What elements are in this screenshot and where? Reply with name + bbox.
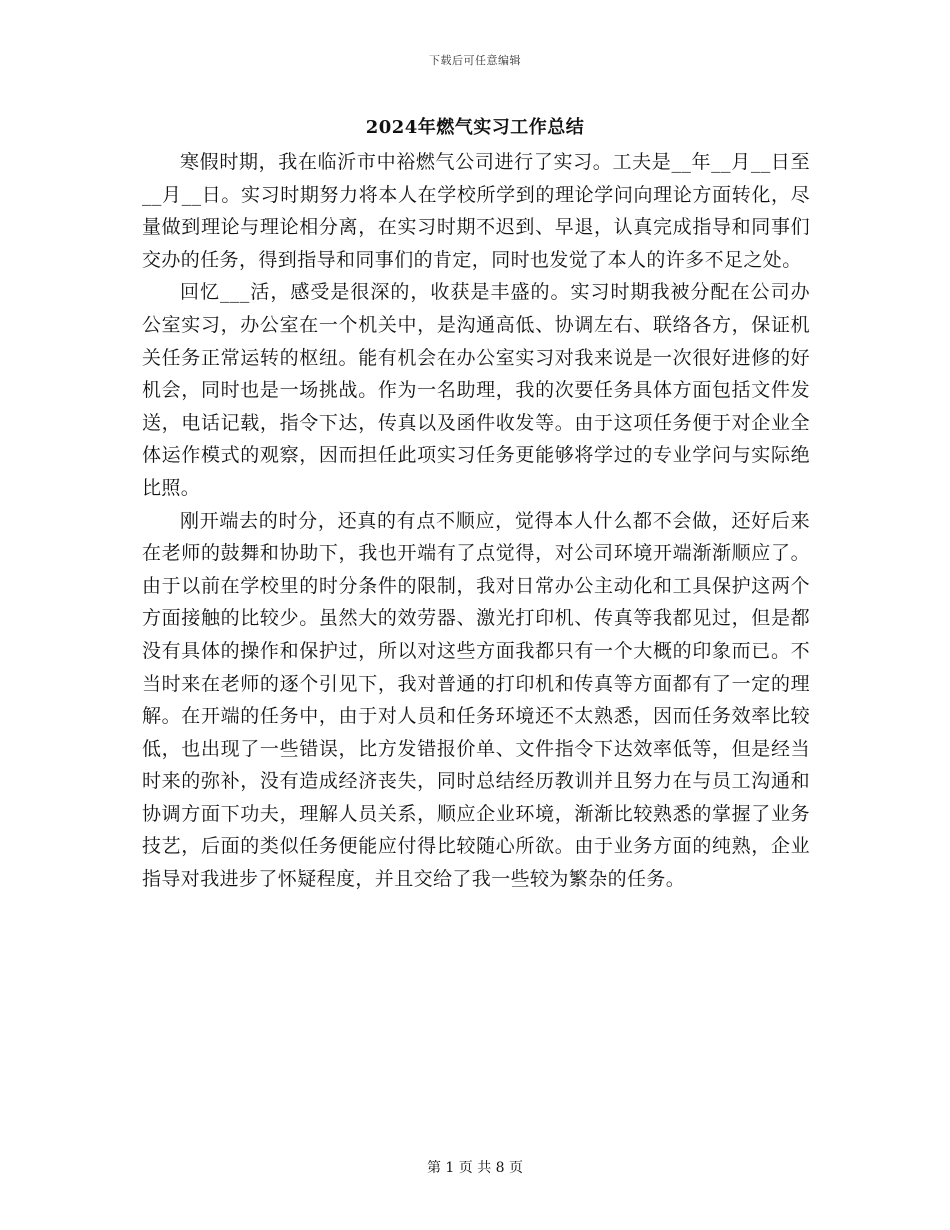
document-title: 2024年燃气实习工作总结	[365, 117, 585, 138]
paragraph-1: 寒假时期，我在临沂市中裕燃气公司进行了实习。工夫是__年__月__日至__月__日。实习时期努力将本人在学校所学到的理论学问向理论方面转化，尽量做到理论与理论相分离，在实习时期不迟到、早退，认真完成指导和同事们交办的任务，得到指导和同事们的肯定，同时也发觉了本人的许多不足之处。	[142, 151, 810, 271]
header-note: 下载后可任意编辑	[429, 54, 521, 67]
document-body	[142, 146, 810, 896]
paragraph-2: 回忆___活，感受是很深的，收获是丰盛的。实习时期我被分配在公司办公室实习，办公室在一个机关中，是沟通高低、协调左右、联络各方，保证机关任务正常运转的枢纽。能有机会在办公室实习对我来说是一次很好进修的好机会，同时也是一场挑战。作为一名助理，我的次要任务具体方面包括文件发送，电话记载，指令下达，传真以及函件收发等。由于这项任务便于对企业全体运作模式的观察，因而担任此项实习任务更能够将学过的专业学问与实际绝比照。	[142, 281, 810, 499]
page-number: 第 1 页 共 8 页	[426, 1160, 524, 1176]
paragraph-3: 刚开端去的时分，还真的有点不顺应，觉得本人什么都不会做，还好后来在老师的鼓舞和协助下，我也开端有了点觉得，对公司环境开端渐渐顺应了。由于以前在学校里的时分条件的限制，我对日常办公主动化和工具保护这两个方面接触的比较少。虽然大的效劳器、激光打印机、传真等我都见过，但是都没有具体的操作和保护过，所以对这些方面我都只有一个大概的印象而已。不当时来在老师的逐个引见下，我对普通的打印机和传真等方面都有了一定的理解。在开端的任务中，由于对人员和任务环境还不太熟悉，因而任务效率比较低，也出现了一些错误，比方发错报价单、文件指令下达效率低等，但是经当时来的弥补，没有造成经济丧失，同时总结经历教训并且努力在与员工沟通和协调方面下功夫，理解人员关系，顺应企业环境，渐渐比较熟悉的掌握了业务技艺，后面的类似任务便能应付得比较随心所欲。由于业务方面的纯熟，企业指导对我进步了怀疑程度，并且交给了我一些较为繁杂的任务。	[142, 509, 810, 891]
